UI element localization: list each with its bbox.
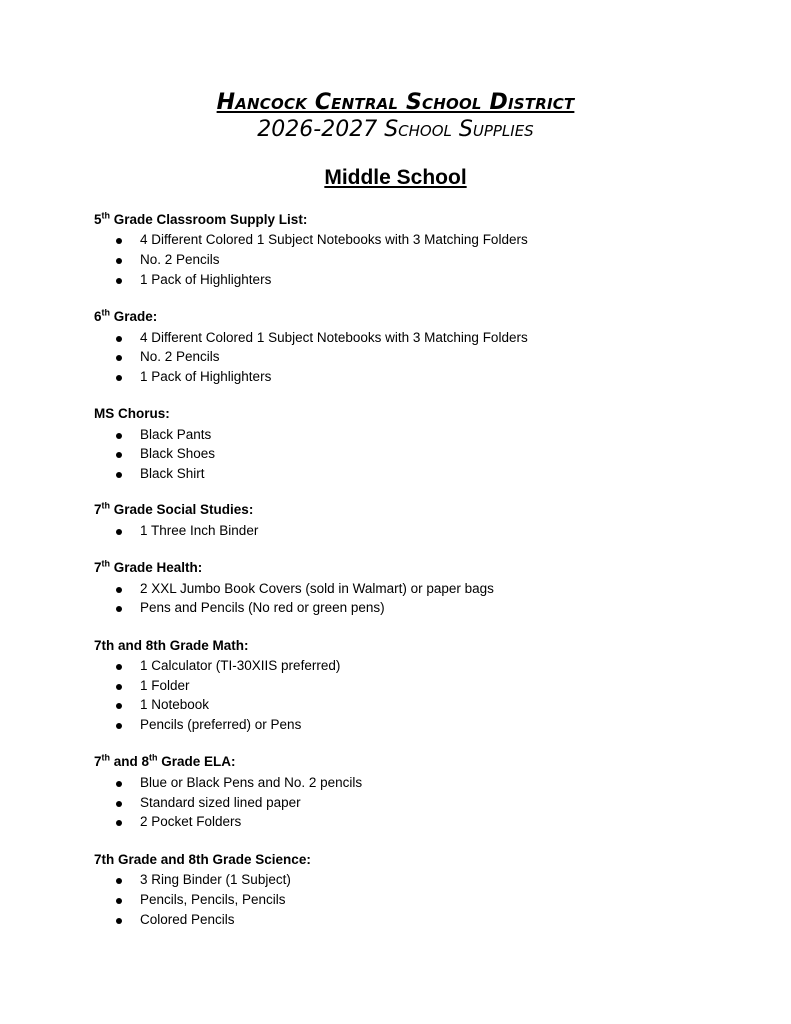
bullet (116, 703, 122, 709)
list-item: 1 Calculator (TI-30XIIS preferred) (140, 658, 341, 673)
section-heading-7th-health: 7th Grade Health: (94, 558, 203, 575)
list-item: 1 Three Inch Binder (140, 523, 259, 538)
list-item: Black Shoes (140, 446, 216, 461)
list-item: 1 Pack of Highlighters (140, 369, 272, 384)
bullet (116, 587, 122, 593)
list-item: 1 Pack of Highlighters (140, 272, 272, 287)
section-heading-7th-8th-science: 7th Grade and 8th Grade Science: (94, 852, 311, 867)
bullet (116, 238, 122, 244)
list-item: Pencils, Pencils, Pencils (140, 892, 286, 907)
list-item: 2 Pocket Folders (140, 814, 242, 829)
bullet (116, 781, 122, 787)
bullet (116, 278, 122, 284)
list-item: Black Shirt (140, 466, 205, 481)
list-item: 1 Folder (140, 678, 190, 693)
bullet (116, 336, 122, 342)
bullet (116, 375, 122, 381)
section-heading-6th-grade: 6th Grade: (94, 307, 158, 324)
list-item: 4 Different Colored 1 Subject Notebooks with 3 Matching Folders (140, 232, 528, 247)
bullet (116, 801, 122, 807)
list-item: Standard sized lined paper (140, 795, 301, 810)
list-item: Black Pants (140, 427, 212, 442)
section-heading-7th-social-studies: 7th Grade Social Studies: (94, 500, 254, 517)
section-heading-ms-chorus: MS Chorus: (94, 406, 170, 421)
list-item: 1 Notebook (140, 697, 210, 712)
list-item: No. 2 Pencils (140, 349, 220, 364)
list-item: Colored Pencils (140, 912, 235, 927)
district-title: Hancock Central School District (216, 90, 575, 115)
school-level-heading: Middle School (324, 166, 467, 189)
bullet (116, 606, 122, 612)
list-item: 3 Ring Binder (1 Subject) (140, 872, 291, 887)
bullet (116, 355, 122, 361)
bullet (116, 878, 122, 884)
bullet (116, 723, 122, 729)
section-heading-7th-8th-ela: 7th and 8th Grade ELA: (94, 752, 236, 769)
list-item: 2 XXL Jumbo Book Covers (sold in Walmart) or paper bags (140, 581, 494, 596)
bullet (116, 684, 122, 690)
bullet (116, 452, 122, 458)
bullet (116, 258, 122, 264)
section-heading-5th-grade: 5th Grade Classroom Supply List: (94, 210, 308, 227)
list-item: No. 2 Pencils (140, 252, 220, 267)
section-heading-7th-8th-math: 7th and 8th Grade Math: (94, 638, 249, 653)
bullet (116, 898, 122, 904)
list-item: Blue or Black Pens and No. 2 pencils (140, 775, 363, 790)
bullet (116, 820, 122, 826)
bullet (116, 664, 122, 670)
list-item: 4 Different Colored 1 Subject Notebooks with 3 Matching Folders (140, 330, 528, 345)
bullet (116, 472, 122, 478)
list-item: Pencils (preferred) or Pens (140, 717, 302, 732)
list-item: Pens and Pencils (No red or green pens) (140, 600, 385, 615)
supplies-title: 2026-2027 School Supplies (257, 117, 534, 142)
bullet (116, 529, 122, 535)
bullet (116, 918, 122, 924)
bullet (116, 433, 122, 439)
